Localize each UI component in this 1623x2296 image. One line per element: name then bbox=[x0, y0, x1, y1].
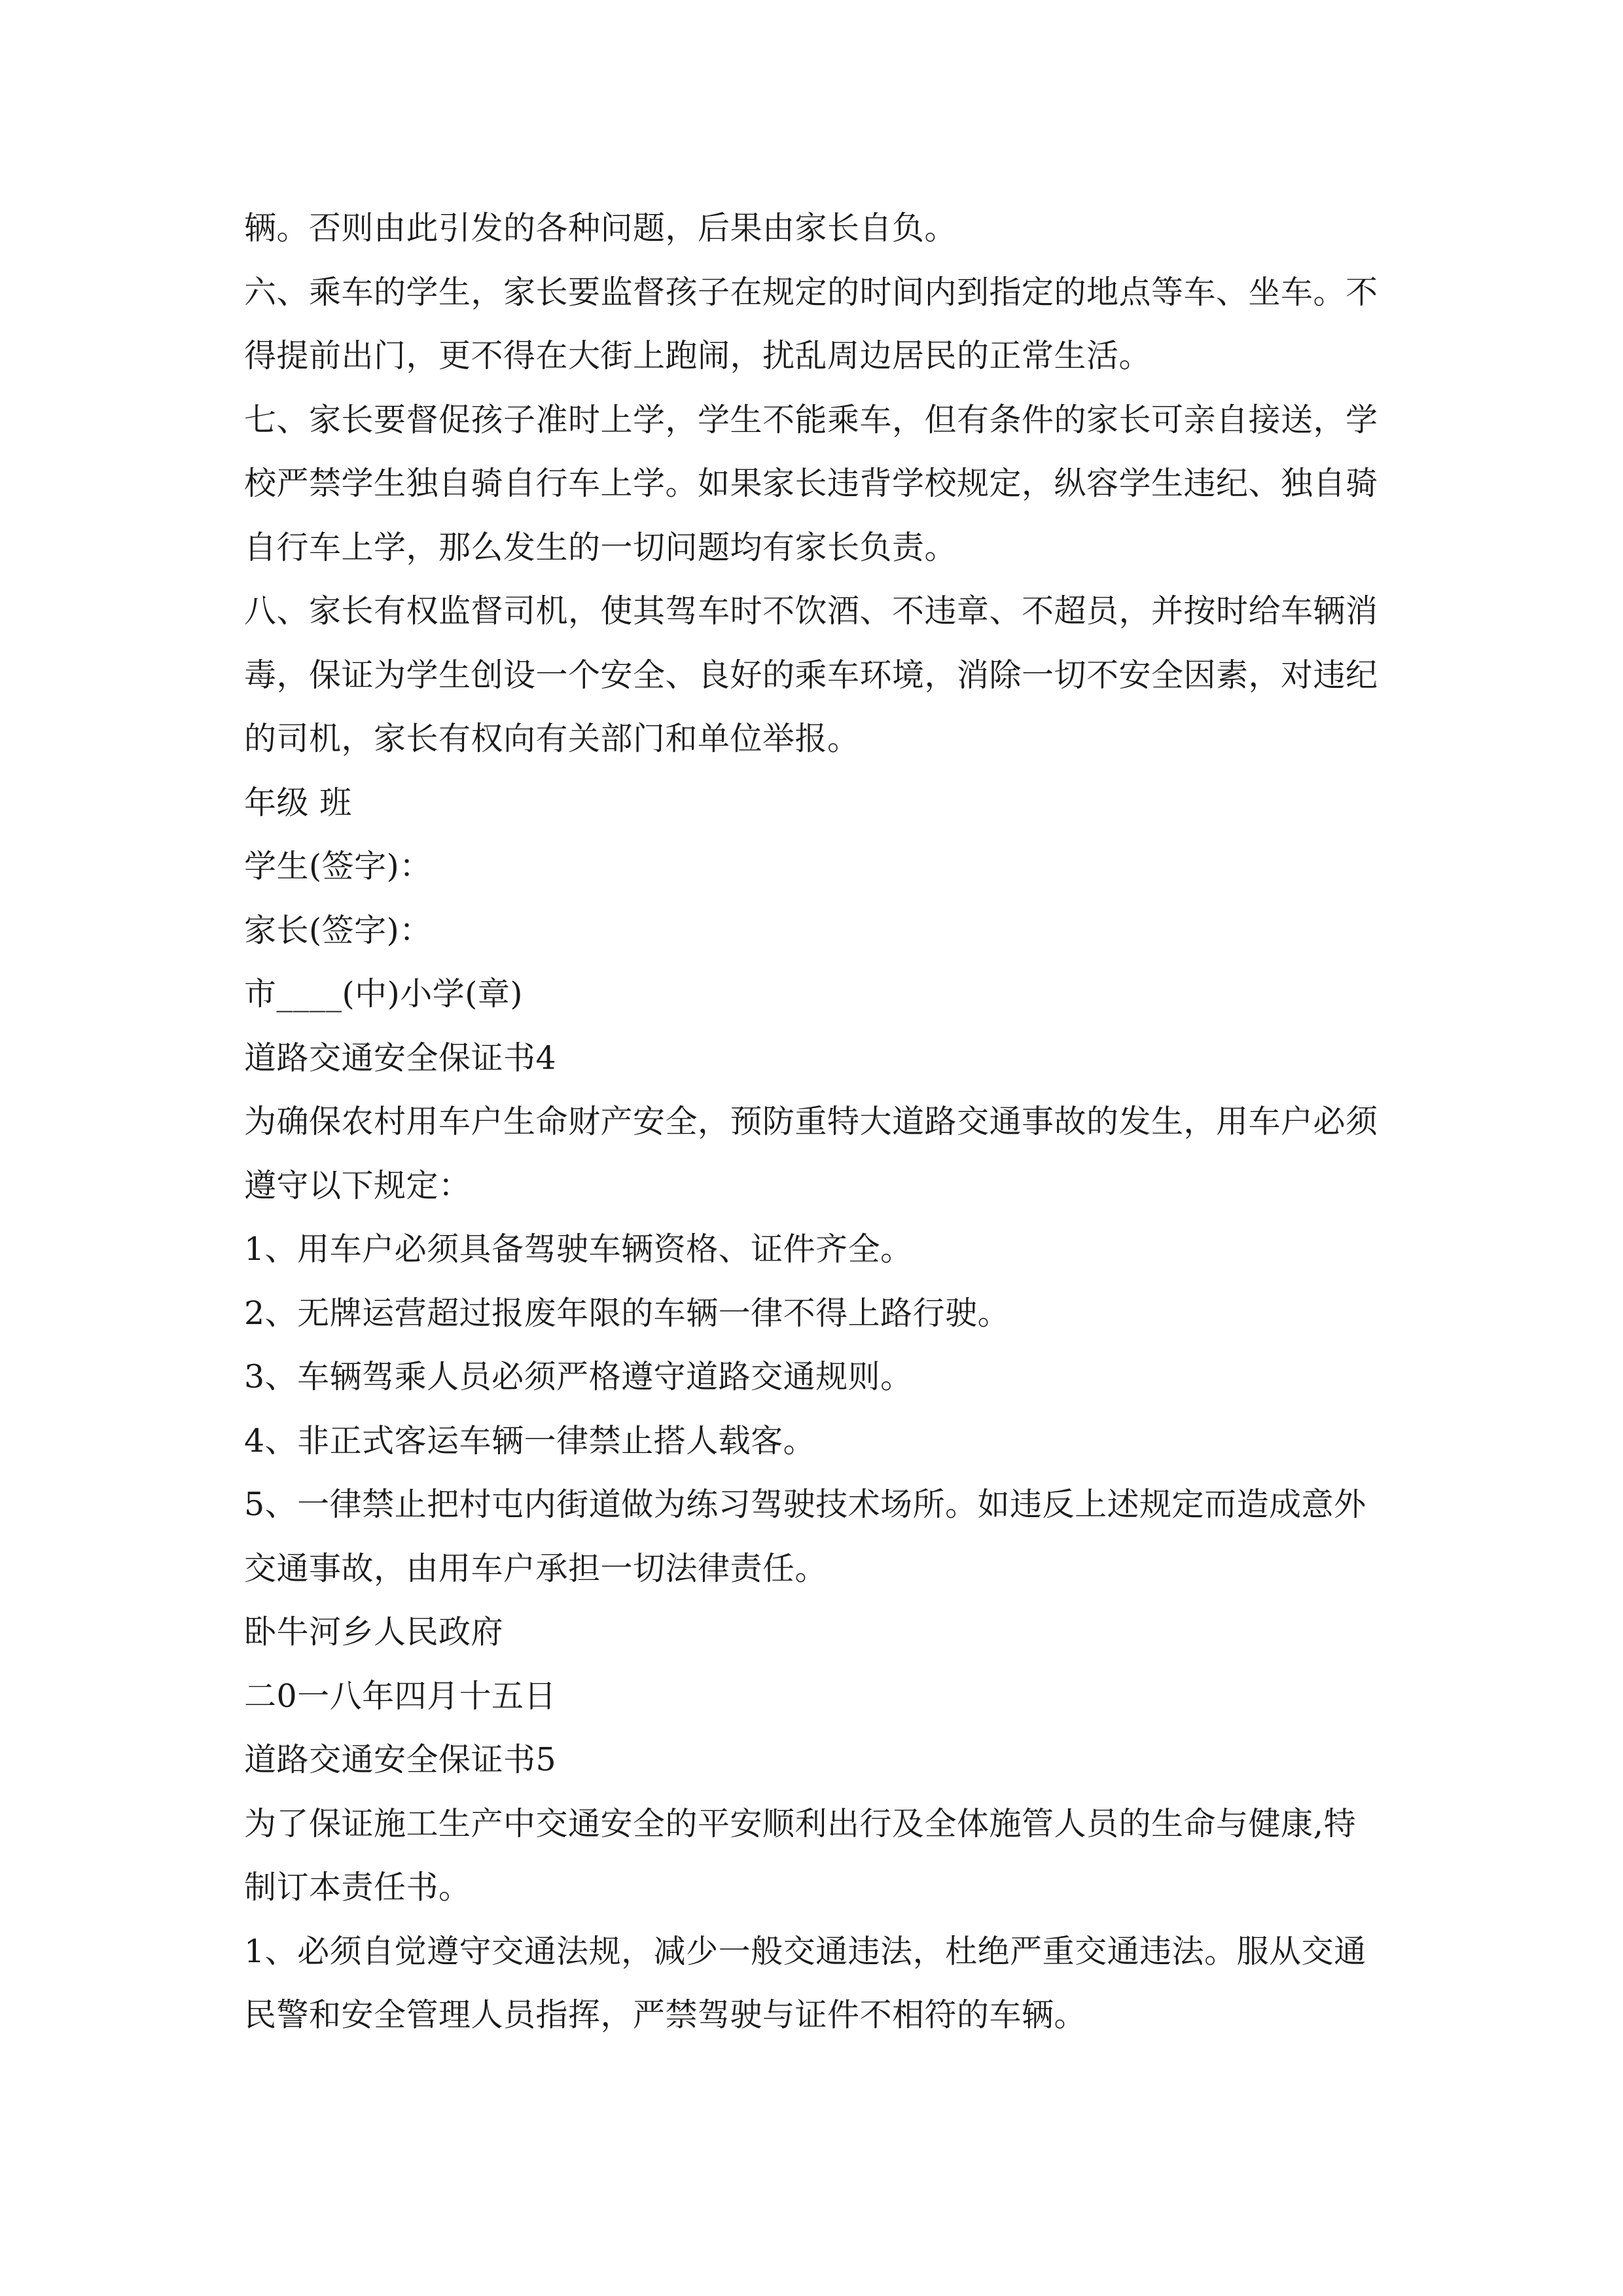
text-line: 自行车上学，那么发生的一切问题均有家长负责。 bbox=[244, 528, 957, 566]
text-line: 遵守以下规定： bbox=[244, 1166, 471, 1204]
text-line: 得提前出门，更不得在大街上跑闹，扰乱周边居民的正常生活。 bbox=[244, 337, 1152, 374]
text-line: 交通事故，由用车户承担一切法律责任。 bbox=[244, 1549, 828, 1587]
section-heading: 道路交通安全保证书4 bbox=[244, 1039, 557, 1077]
list-item: 4、非正式客运车辆一律禁止搭人载客。 bbox=[244, 1422, 816, 1460]
list-item: 1、必须自觉遵守交通法规，减少一般交通违法，杜绝严重交通违法。服从交通 bbox=[244, 1932, 1366, 1970]
text-line: 辆。否则由此引发的各种问题，后果由家长自负。 bbox=[244, 209, 957, 247]
text-line: 七、家长要督促孩子准时上学，学生不能乘车，但有条件的家长可亲自接送，学 bbox=[244, 401, 1378, 439]
list-item: 5、一律禁止把村屯内街道做为练习驾驶技术场所。如违反上述规定而造成意外 bbox=[244, 1486, 1366, 1523]
student-signature-line: 学生(签字)： bbox=[244, 848, 432, 885]
text-line: 民警和安全管理人员指挥，严禁驾驶与证件不相符的车辆。 bbox=[244, 1996, 1087, 2034]
text-line: 的司机，家长有权向有关部门和单位举报。 bbox=[244, 720, 860, 757]
text-line: 制订本责任书。 bbox=[244, 1869, 471, 1906]
class-grade-line: 年级 班 bbox=[244, 783, 352, 821]
document-body bbox=[244, 196, 1383, 2047]
date-line: 二0一八年四月十五日 bbox=[244, 1677, 557, 1715]
text-line: 毒，保证为学生创设一个安全、良好的乘车环境，消除一切不安全因素，对违纪 bbox=[244, 656, 1378, 694]
parent-signature-line: 家长(签字)： bbox=[244, 911, 432, 949]
school-seal-line: 市____(中)小学(章) bbox=[244, 975, 523, 1013]
list-item: 2、无牌运营超过报废年限的车辆一律不得上路行驶。 bbox=[244, 1294, 1010, 1332]
text-line: 为了保证施工生产中交通安全的平安顺利出行及全体施管人员的生命与健康,特 bbox=[244, 1804, 1357, 1842]
text-line: 八、家长有权监督司机，使其驾车时不饮酒、不违章、不超员，并按时给车辆消 bbox=[244, 592, 1378, 630]
list-item: 1、用车户必须具备驾驶车辆资格、证件齐全。 bbox=[244, 1230, 913, 1268]
text-line: 校严禁学生独自骑自行车上学。如果家长违背学校规定，纵容学生违纪、独自骑 bbox=[244, 465, 1378, 502]
list-item: 3、车辆驾乘人员必须严格遵守道路交通规则。 bbox=[244, 1358, 913, 1395]
issuer-line: 卧牛河乡人民政府 bbox=[244, 1613, 504, 1651]
text-line: 为确保农村用车户生命财产安全，预防重特大道路交通事故的发生，用车户必须 bbox=[244, 1103, 1378, 1140]
text-line: 六、乘车的学生，家长要监督孩子在规定的时间内到指定的地点等车、坐车。不 bbox=[244, 273, 1378, 311]
section-heading: 道路交通安全保证书5 bbox=[244, 1741, 557, 1778]
